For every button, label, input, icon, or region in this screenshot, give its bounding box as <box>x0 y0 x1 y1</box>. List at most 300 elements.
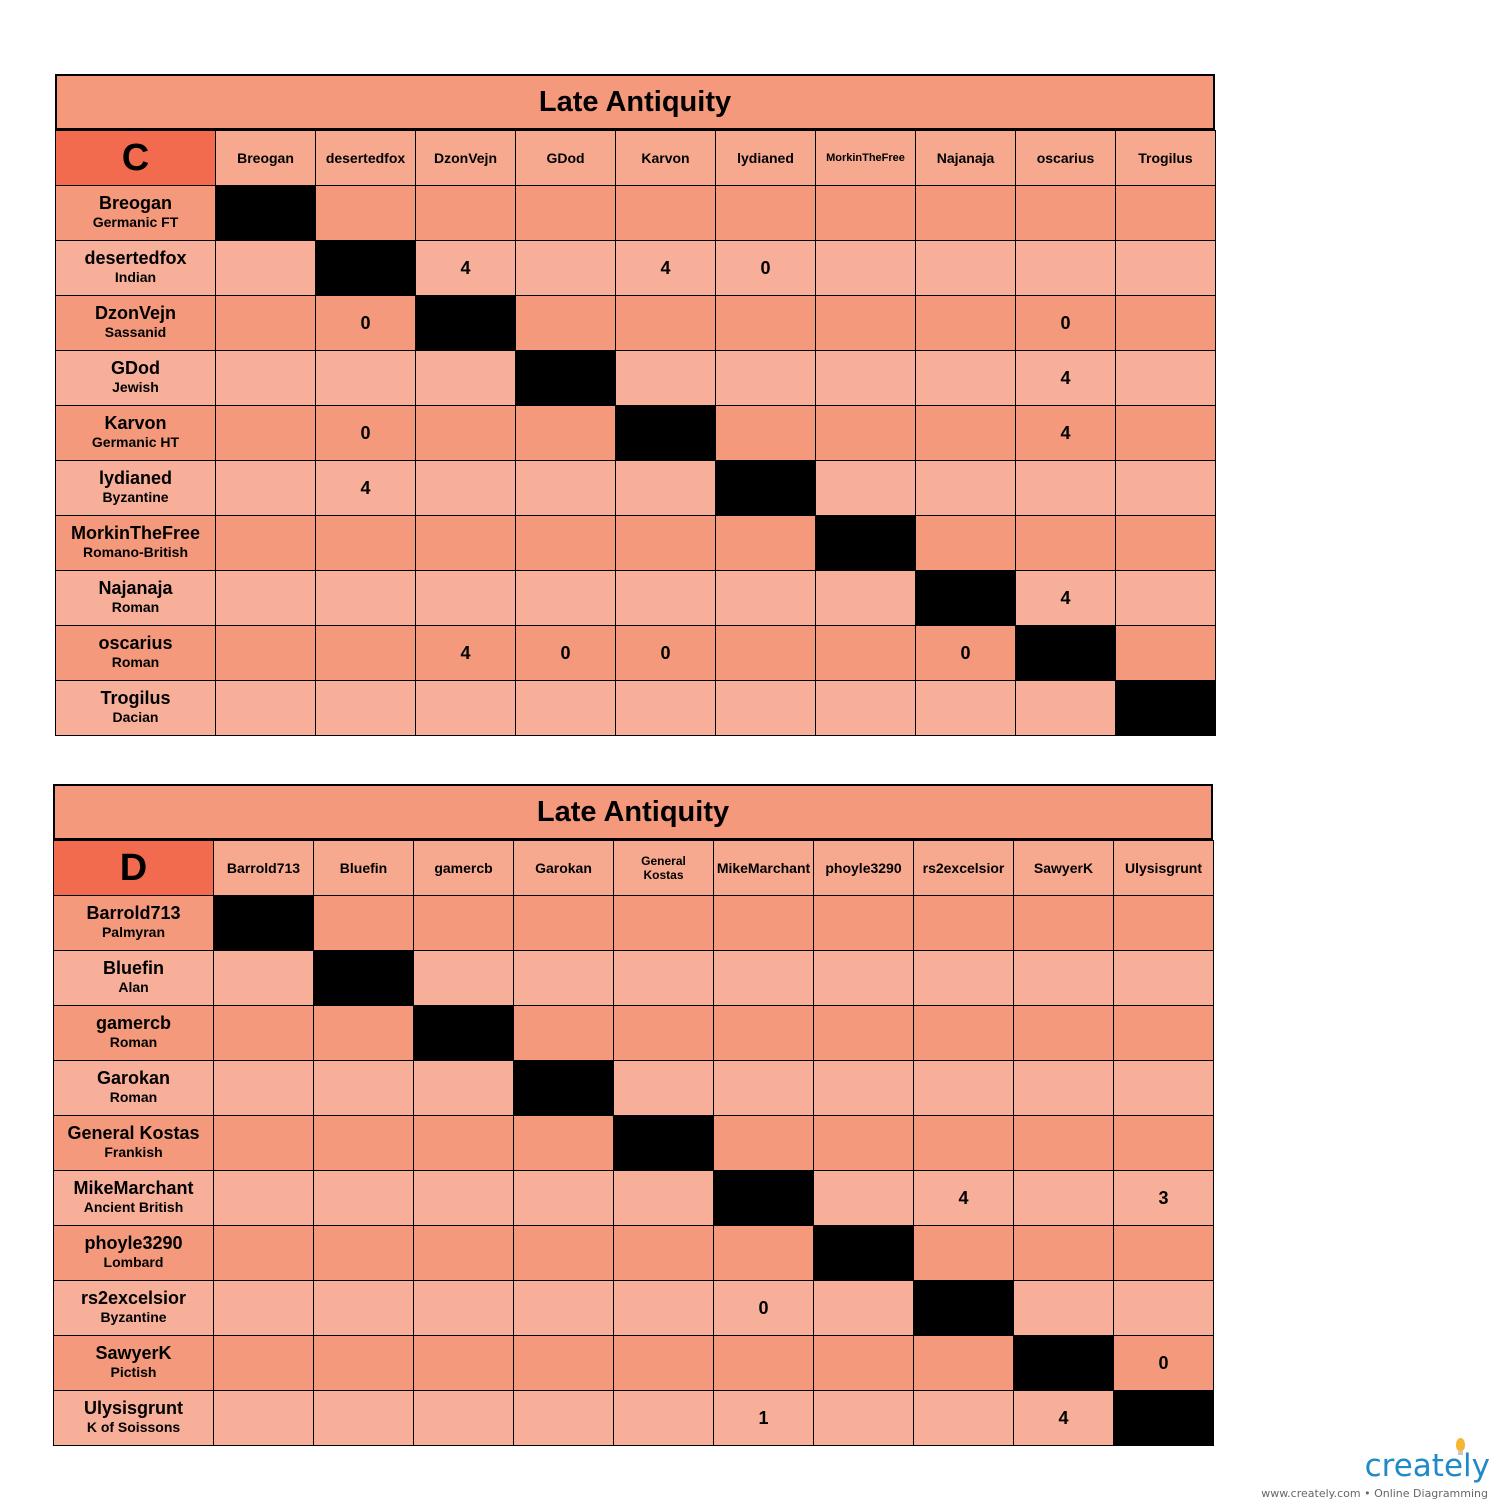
diagonal-cell <box>216 186 316 241</box>
score-cell <box>216 241 316 296</box>
score-cell <box>1116 626 1216 681</box>
score-cell <box>616 681 716 736</box>
score-cell <box>614 1281 714 1336</box>
results-grid <box>53 840 1214 1446</box>
column-header: MikeMarchant <box>714 841 814 896</box>
score-cell <box>814 1391 914 1446</box>
table-row <box>54 1391 1214 1446</box>
score-cell: 0 <box>316 406 416 461</box>
diagonal-cell <box>814 1226 914 1281</box>
score-cell <box>616 461 716 516</box>
score-cell <box>314 1281 414 1336</box>
score-cell <box>814 896 914 951</box>
score-cell <box>216 626 316 681</box>
score-cell <box>1116 461 1216 516</box>
score-cell <box>314 1061 414 1116</box>
score-cell <box>214 1336 314 1391</box>
player-name: GDod <box>111 358 160 378</box>
score-cell <box>1114 1006 1214 1061</box>
diagonal-cell <box>914 1281 1014 1336</box>
column-header: Najanaja <box>916 131 1016 186</box>
player-name: Trogilus <box>100 688 171 708</box>
score-cell <box>416 186 516 241</box>
column-header: oscarius <box>1016 131 1116 186</box>
header-row <box>54 841 1214 896</box>
score-cell <box>516 681 616 736</box>
score-cell <box>216 406 316 461</box>
score-cell <box>1016 241 1116 296</box>
score-cell <box>814 1281 914 1336</box>
diagonal-cell <box>516 351 616 406</box>
score-cell <box>1114 896 1214 951</box>
score-cell <box>916 516 1016 571</box>
score-cell: 4 <box>316 461 416 516</box>
score-cell <box>414 1171 514 1226</box>
creately-logo[interactable] <box>1261 1438 1502 1502</box>
column-header: phoyle3290 <box>814 841 914 896</box>
score-cell <box>614 896 714 951</box>
score-cell <box>416 406 516 461</box>
score-cell: 4 <box>1016 406 1116 461</box>
table-row <box>56 241 1216 296</box>
score-cell: 4 <box>416 241 516 296</box>
table-row <box>56 351 1216 406</box>
score-cell <box>914 951 1014 1006</box>
player-name: rs2excelsior <box>80 1288 187 1308</box>
score-cell <box>316 626 416 681</box>
score-cell <box>316 681 416 736</box>
player-name: lydianed <box>98 468 173 488</box>
score-cell <box>1116 186 1216 241</box>
player-civ: Jewish <box>112 379 159 395</box>
score-cell: 0 <box>716 241 816 296</box>
row-header <box>56 296 216 351</box>
column-header: Garokan <box>514 841 614 896</box>
column-header: Bluefin <box>314 841 414 896</box>
score-cell <box>216 296 316 351</box>
score-cell: 3 <box>1114 1171 1214 1226</box>
player-civ: Romano-British <box>83 544 188 560</box>
score-cell <box>216 681 316 736</box>
score-cell <box>816 626 916 681</box>
column-header-label: General Kostas <box>641 854 686 882</box>
player-civ: Pictish <box>110 1364 157 1380</box>
score-cell <box>814 1061 914 1116</box>
score-cell <box>314 1336 414 1391</box>
score-cell <box>414 1061 514 1116</box>
score-cell <box>1114 951 1214 1006</box>
row-header <box>56 626 216 681</box>
score-cell <box>1016 681 1116 736</box>
score-cell <box>316 571 416 626</box>
diagonal-cell <box>916 571 1016 626</box>
score-cell <box>416 461 516 516</box>
table-row <box>54 1171 1214 1226</box>
score-cell <box>514 1116 614 1171</box>
player-civ: Ancient British <box>83 1199 184 1215</box>
score-cell <box>716 571 816 626</box>
logo-wordmark: creately <box>1364 1448 1490 1484</box>
score-cell <box>216 516 316 571</box>
score-cell <box>816 186 916 241</box>
column-header: Barrold713 <box>214 841 314 896</box>
score-cell <box>416 516 516 571</box>
row-header <box>56 461 216 516</box>
score-cell <box>516 461 616 516</box>
logo-tagline: www.creately.com • Online Diagramming <box>1261 1487 1488 1500</box>
score-cell <box>914 896 1014 951</box>
player-name: SawyerK <box>95 1343 172 1363</box>
player-civ: Byzantine <box>100 1309 167 1325</box>
header-row <box>56 131 1216 186</box>
score-cell <box>716 516 816 571</box>
score-cell <box>816 351 916 406</box>
row-header <box>54 1226 214 1281</box>
player-name: Breogan <box>98 193 172 213</box>
row-header <box>54 1336 214 1391</box>
column-header: Ulysisgrunt <box>1114 841 1214 896</box>
score-cell <box>214 951 314 1006</box>
table-row <box>56 461 1216 516</box>
score-cell <box>616 351 716 406</box>
player-name: MorkinTheFree <box>70 523 201 543</box>
score-cell <box>614 1171 714 1226</box>
score-cell <box>816 296 916 351</box>
row-header <box>56 351 216 406</box>
score-cell <box>716 626 816 681</box>
score-cell <box>616 186 716 241</box>
diagonal-cell <box>414 1006 514 1061</box>
score-cell <box>516 186 616 241</box>
score-cell <box>514 1336 614 1391</box>
row-header <box>56 186 216 241</box>
row-header <box>54 1391 214 1446</box>
player-civ: Germanic FT <box>92 214 179 230</box>
column-header: Trogilus <box>1116 131 1216 186</box>
table-row <box>54 1006 1214 1061</box>
score-cell <box>916 241 1016 296</box>
score-cell <box>414 896 514 951</box>
score-cell <box>316 186 416 241</box>
score-cell <box>614 1391 714 1446</box>
score-cell <box>614 1006 714 1061</box>
score-cell: 4 <box>1014 1391 1114 1446</box>
score-cell <box>514 1281 614 1336</box>
score-cell <box>516 571 616 626</box>
diagonal-cell <box>316 241 416 296</box>
score-cell <box>216 571 316 626</box>
score-cell <box>914 1391 1014 1446</box>
score-cell <box>1014 1171 1114 1226</box>
score-cell <box>916 461 1016 516</box>
score-cell <box>214 1226 314 1281</box>
score-cell <box>614 1061 714 1116</box>
score-cell <box>1116 516 1216 571</box>
row-header <box>54 1006 214 1061</box>
score-cell <box>516 406 616 461</box>
row-header <box>54 1171 214 1226</box>
score-cell <box>716 296 816 351</box>
score-cell <box>416 571 516 626</box>
score-cell <box>814 951 914 1006</box>
player-name: Ulysisgrunt <box>83 1398 184 1418</box>
score-cell <box>1116 296 1216 351</box>
group-letter: C <box>56 131 216 186</box>
diagonal-cell <box>1014 1336 1114 1391</box>
score-cell <box>316 516 416 571</box>
score-cell <box>816 571 916 626</box>
score-cell <box>216 351 316 406</box>
diagonal-cell <box>1116 681 1216 736</box>
score-cell <box>516 516 616 571</box>
score-cell: 4 <box>1016 351 1116 406</box>
column-header <box>614 841 714 896</box>
score-cell <box>1014 1061 1114 1116</box>
score-cell: 0 <box>316 296 416 351</box>
column-header: rs2excelsior <box>914 841 1014 896</box>
results-grid <box>55 130 1216 736</box>
score-cell <box>314 1226 414 1281</box>
score-cell <box>814 1116 914 1171</box>
diagonal-cell <box>616 406 716 461</box>
diagonal-cell <box>1016 626 1116 681</box>
score-cell <box>1116 571 1216 626</box>
score-cell <box>516 296 616 351</box>
score-cell <box>1116 351 1216 406</box>
row-header <box>56 571 216 626</box>
column-header: Breogan <box>216 131 316 186</box>
score-cell <box>716 406 816 461</box>
score-cell <box>814 1171 914 1226</box>
player-civ: K of Soissons <box>86 1419 181 1435</box>
score-cell <box>1114 1116 1214 1171</box>
score-cell: 4 <box>914 1171 1014 1226</box>
player-civ: Frankish <box>104 1144 163 1160</box>
score-cell <box>714 1061 814 1116</box>
player-civ: Dacian <box>112 709 159 725</box>
score-cell: 0 <box>516 626 616 681</box>
score-cell <box>1014 1006 1114 1061</box>
score-cell: 0 <box>1114 1336 1214 1391</box>
score-cell <box>914 1006 1014 1061</box>
table-row <box>56 516 1216 571</box>
score-cell <box>414 951 514 1006</box>
score-cell <box>1116 241 1216 296</box>
player-civ: Roman <box>109 1089 158 1105</box>
score-cell: 4 <box>416 626 516 681</box>
table-row <box>54 1061 1214 1116</box>
score-cell <box>714 1006 814 1061</box>
player-name: phoyle3290 <box>84 1233 183 1253</box>
score-cell <box>616 571 716 626</box>
score-cell <box>416 681 516 736</box>
row-header <box>54 896 214 951</box>
column-header: desertedfox <box>316 131 416 186</box>
score-cell <box>614 951 714 1006</box>
score-cell <box>1114 1061 1214 1116</box>
score-cell <box>316 351 416 406</box>
score-cell <box>416 351 516 406</box>
score-cell <box>914 1336 1014 1391</box>
score-cell: 0 <box>1016 296 1116 351</box>
score-cell: 0 <box>714 1281 814 1336</box>
column-header: GDod <box>516 131 616 186</box>
score-cell <box>714 1226 814 1281</box>
score-cell <box>916 186 1016 241</box>
row-header <box>54 1281 214 1336</box>
score-cell <box>514 1226 614 1281</box>
score-cell <box>914 1116 1014 1171</box>
score-cell <box>314 1116 414 1171</box>
player-civ: Roman <box>109 1034 158 1050</box>
table-row <box>54 951 1214 1006</box>
table-row <box>56 571 1216 626</box>
diagonal-cell <box>314 951 414 1006</box>
column-header: MorkinTheFree <box>816 131 916 186</box>
diagonal-cell <box>614 1116 714 1171</box>
table-row <box>56 296 1216 351</box>
score-cell <box>1016 516 1116 571</box>
matrix-table-c <box>55 74 1216 736</box>
table-row <box>54 1226 1214 1281</box>
table-row <box>54 1336 1214 1391</box>
diagonal-cell <box>214 896 314 951</box>
row-header <box>54 951 214 1006</box>
table-title: Late Antiquity <box>53 784 1213 840</box>
player-name: Barrold713 <box>86 903 181 923</box>
score-cell <box>916 681 1016 736</box>
score-cell <box>414 1116 514 1171</box>
score-cell: 4 <box>1016 571 1116 626</box>
table-row <box>54 1116 1214 1171</box>
score-cell <box>616 296 716 351</box>
diagonal-cell <box>1114 1391 1214 1446</box>
player-name: oscarius <box>98 633 173 653</box>
score-cell <box>314 1391 414 1446</box>
score-cell <box>414 1281 514 1336</box>
diagonal-cell <box>716 461 816 516</box>
row-header <box>56 516 216 571</box>
player-civ: Germanic HT <box>91 434 180 450</box>
player-civ: Indian <box>114 269 157 285</box>
column-header: gamercb <box>414 841 514 896</box>
score-cell <box>314 1171 414 1226</box>
score-cell <box>1014 1226 1114 1281</box>
score-cell <box>314 1006 414 1061</box>
score-cell <box>614 1336 714 1391</box>
score-cell <box>914 1061 1014 1116</box>
table-row <box>54 1281 1214 1336</box>
score-cell <box>714 1336 814 1391</box>
player-civ: Sassanid <box>104 324 167 340</box>
score-cell <box>1016 186 1116 241</box>
score-cell <box>714 951 814 1006</box>
row-header <box>54 1116 214 1171</box>
column-header: lydianed <box>716 131 816 186</box>
row-header <box>54 1061 214 1116</box>
player-name: General Kostas <box>67 1123 200 1143</box>
score-cell <box>214 1061 314 1116</box>
score-cell <box>614 1226 714 1281</box>
score-cell <box>616 516 716 571</box>
score-cell: 0 <box>916 626 1016 681</box>
row-header <box>56 406 216 461</box>
score-cell <box>816 406 916 461</box>
score-cell <box>516 241 616 296</box>
score-cell <box>1114 1226 1214 1281</box>
score-cell <box>714 1116 814 1171</box>
score-cell <box>214 1006 314 1061</box>
player-name: MikeMarchant <box>73 1178 194 1198</box>
table-row <box>56 186 1216 241</box>
score-cell <box>514 1391 614 1446</box>
score-cell <box>414 1336 514 1391</box>
score-cell <box>514 1006 614 1061</box>
player-civ: Lombard <box>103 1254 164 1270</box>
score-cell <box>214 1281 314 1336</box>
row-header <box>56 241 216 296</box>
diagonal-cell <box>416 296 516 351</box>
score-cell <box>714 896 814 951</box>
player-civ: Roman <box>111 599 160 615</box>
score-cell <box>814 1336 914 1391</box>
table-row <box>56 626 1216 681</box>
score-cell <box>1016 461 1116 516</box>
score-cell <box>514 951 614 1006</box>
score-cell <box>816 461 916 516</box>
player-name: Najanaja <box>98 578 173 598</box>
table-title: Late Antiquity <box>55 74 1215 130</box>
score-cell <box>414 1391 514 1446</box>
score-cell <box>916 406 1016 461</box>
score-cell <box>1014 1281 1114 1336</box>
diagonal-cell <box>514 1061 614 1116</box>
player-name: DzonVejn <box>94 303 176 323</box>
table-row <box>54 896 1214 951</box>
player-civ: Palmyran <box>101 924 166 940</box>
score-cell <box>314 896 414 951</box>
column-header: Karvon <box>616 131 716 186</box>
score-cell <box>914 1226 1014 1281</box>
table-row <box>56 681 1216 736</box>
matrix-table-d <box>53 784 1214 1446</box>
table-row <box>56 406 1216 461</box>
score-cell <box>514 896 614 951</box>
score-cell <box>716 681 816 736</box>
column-header: DzonVejn <box>416 131 516 186</box>
row-header <box>56 681 216 736</box>
score-cell: 4 <box>616 241 716 296</box>
score-cell <box>816 681 916 736</box>
player-name: desertedfox <box>84 248 187 268</box>
score-cell: 1 <box>714 1391 814 1446</box>
score-cell <box>216 461 316 516</box>
diagonal-cell <box>714 1171 814 1226</box>
score-cell <box>816 241 916 296</box>
player-name: gamercb <box>95 1013 172 1033</box>
player-civ: Roman <box>111 654 160 670</box>
diagonal-cell <box>816 516 916 571</box>
score-cell <box>214 1116 314 1171</box>
score-cell <box>414 1226 514 1281</box>
score-cell <box>214 1171 314 1226</box>
score-cell <box>1116 406 1216 461</box>
score-cell <box>514 1171 614 1226</box>
score-cell <box>814 1006 914 1061</box>
player-name: Bluefin <box>103 958 164 978</box>
player-civ: Alan <box>118 979 149 995</box>
player-civ: Byzantine <box>102 489 169 505</box>
